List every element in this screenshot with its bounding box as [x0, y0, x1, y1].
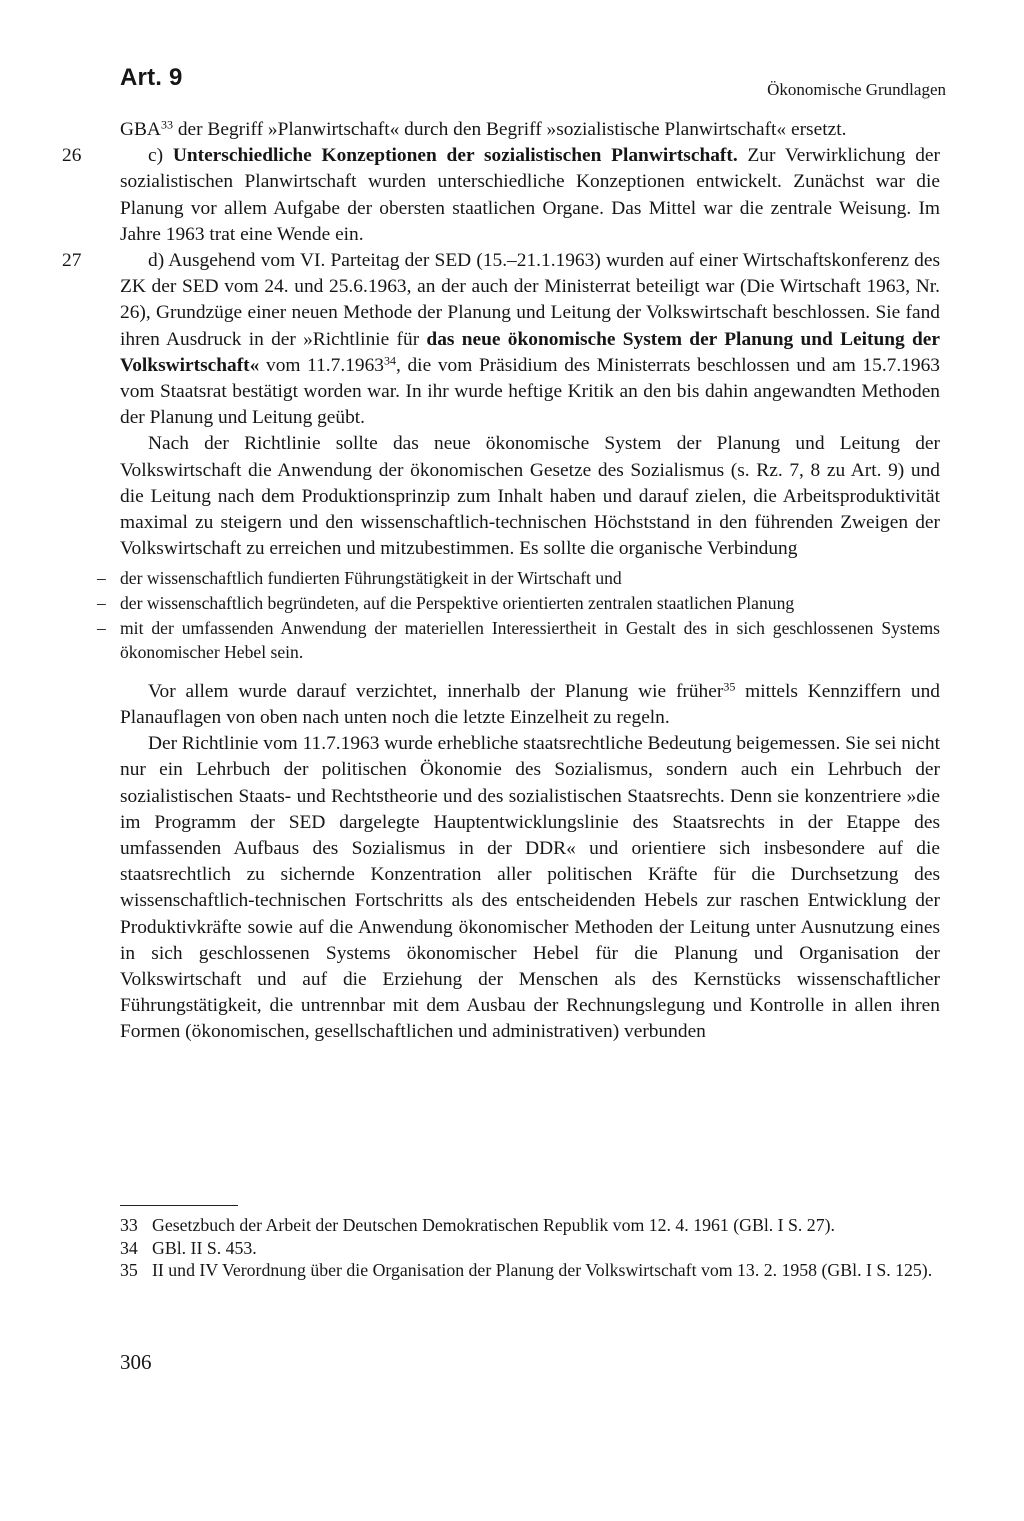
text-run: vom 11.7.1963	[259, 354, 384, 376]
running-section-title: Ökonomische Grundlagen	[767, 80, 946, 99]
margin-number: 26	[62, 145, 82, 167]
footnotes	[120, 1214, 940, 1282]
footnote-text: GBl. II S. 453.	[152, 1237, 257, 1258]
text-run: Vor allem wurde darauf verzichtet, innerhalb der Planung wie früher	[148, 680, 724, 702]
list-item-text: mit der umfassenden Anwendung der materiellen Interessiertheit in Gestalt des in sich geschlossenen Systems ökonomischer Hebel sein.	[120, 617, 940, 663]
text-run: Zur Verwirklichung der sozialistischen Planwirtschaft wurden unterschiedliche Konzeptionen entwickelt. Zunächst war die Planung vor allem Aufgabe der obersten staatlichen Organe. Das Mittel war die zentrale Weisung. Im Jahre 1963 trat eine Wende ein.	[120, 145, 940, 245]
margin-number: 27	[62, 250, 82, 272]
paragraph-continuation	[120, 117, 940, 143]
dash-bullet: –	[97, 568, 106, 589]
text-run: der Begriff »Planwirtschaft« durch den Begriff »sozialistische Planwirtschaft« ersetzt.	[172, 119, 847, 140]
footnote	[120, 1237, 940, 1260]
footnote-text: II und IV Verordnung über die Organisation der Planung der Volkswirtschaft vom 13. 2. 1958 (GBl. I S. 125).	[152, 1260, 933, 1281]
footnote	[120, 1214, 940, 1237]
footnote	[120, 1259, 940, 1282]
paragraph-vor-allem	[120, 679, 940, 731]
dash-list	[97, 566, 940, 664]
dash-bullet: –	[97, 617, 106, 638]
paragraph-27	[62, 248, 941, 431]
paragraph-26	[62, 143, 940, 248]
list-item-text: der wissenschaftlich begründeten, auf die Perspektive orientierten zentralen staatlichen Planung	[120, 593, 795, 614]
bold-phrase: das neue ökonomische System der Planung und Leitung der Volkswirtschaft«	[120, 328, 941, 376]
text-run: , die vom Präsidium des Ministerrats beschlossen und am 15.7.1963 vom Staatsrat bestätigt worden war. In ihr wurde heftige Kritik an den bis dahin angewandten Methoden der Planung und Leitung geübt.	[120, 354, 940, 429]
list-label: c)	[148, 145, 173, 167]
list-item	[97, 566, 940, 591]
footnote-text: Gesetzbuch der Arbeit der Deutschen Demokratischen Republik vom 12. 4. 1961 (GBl. I S. 27).	[152, 1215, 835, 1235]
text-run: d) Ausgehend vom VI. Parteitag der SED (15.–21.1.1963) wurden auf einer Wirtschaftskonferenz des ZK der SED vom 24. und 25.6.1963, an der auch der Ministerrat beteiligt war (Die Wirtschaft 1963, Nr. 26), Grundzüge einer neuen Methode der Planung und Leitung der Volkswirtschaft beschlossen. Sie fand ihren Ausdruck in der »Richtlinie für	[120, 250, 940, 350]
footnote-ref: 34	[383, 353, 396, 368]
footnote-number: 33	[120, 1215, 138, 1235]
paragraph-bedeutung: Der Richtlinie vom 11.7.1963 wurde erhebliche staatsrechtliche Bedeutung beigemessen. Sie sei nicht nur ein Lehrbuch der politischen Ökonomie des Sozialismus, sondern auch ein Lehrbuch der sozialistischen Staats- und Rechtstheorie und des sozialistischen Staatsrechts. Denn sie konzentriere »die im Programm der SED dargelegte Hauptentwicklungslinie des Staatsrechts in der Etappe des umfassenden Aufbaus des Sozialismus in der DDR« und orientiere sich insbesondere auf die staatsrechtlich zu sichernde Konzentration aller politischen Kräfte für die Durchsetzung des wissenschaftlich-technischen Fortschritts als des entscheidenden Hebels zur raschen Entwicklung der Produktivkräfte sowie auf die Anwendung ökonomischer Methoden der Leitung unter Ausnutzung eines in sich geschlossenen Systems ökonomischer Hebel für die Planung und Organisation der Volkswirtschaft und auf die Erziehung der Menschen als des Kernstücks wissenschaftlicher Führungstätigkeit, die untrennbar mit dem Ausbau der Rechnungslegung und Kontrolle in allen ihren Formen (ökonomischen, gesellschaftlichen und administrativen) verbunden	[120, 733, 940, 1043]
article-heading: Art. 9	[120, 64, 183, 91]
list-item	[97, 616, 940, 665]
text-run: GBA	[120, 119, 161, 140]
footnote-number: 34	[120, 1237, 138, 1258]
paragraph-richtlinie: Nach der Richtlinie sollte das neue ökonomische System der Planung und Leitung der Volkswirtschaft die Anwendung der ökonomischen Gesetze des Sozialismus (s. Rz. 7, 8 zu Art. 9) und die Leitung nach dem Produktionsprinzip zum Inhalt haben und darauf zielen, die Arbeitsproduktivität maximal zu steigern und den wissenschaftlich-technischen Höchststand in den führenden Zweigen der Volkswirtschaft zu erreichen und mitzubestimmen. Es sollte die organische Verbindung	[120, 433, 940, 560]
dash-bullet: –	[97, 593, 106, 614]
body-text	[62, 117, 941, 1046]
footnote-number: 35	[120, 1260, 138, 1281]
list-item	[97, 591, 940, 616]
list-item-text: der wissenschaftlich fundierten Führungstätigkeit in der Wirtschaft und	[120, 568, 622, 589]
section-heading: Unterschiedliche Konzeptionen der sozialistischen Planwirtschaft.	[172, 145, 738, 167]
footnote-ref: 35	[723, 679, 736, 694]
text-run: mittels Kennziffern und Planauflagen von oben nach unten noch die letzte Einzelheit zu regeln.	[120, 680, 941, 729]
footnote-ref: 33	[160, 117, 173, 132]
page-number: 306	[120, 1350, 152, 1374]
footnote-separator	[120, 1205, 238, 1206]
